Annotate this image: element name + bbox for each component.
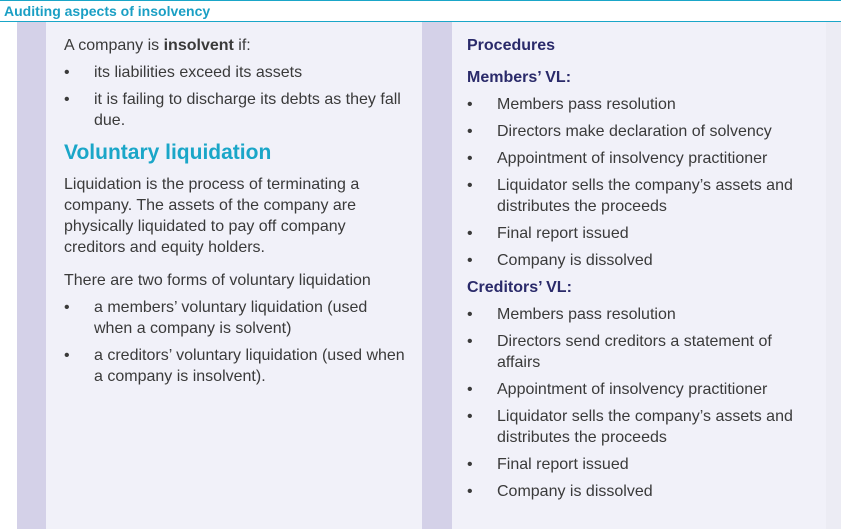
members-vl-list — [467, 94, 817, 271]
bullet-icon: • — [467, 150, 473, 167]
list-item-text: Members pass resolution — [497, 96, 676, 113]
liquidation-paragraph: Liquidation is the process of terminating a company. The assets of the company are physically liquidated to pay off company creditors and equity holders. — [64, 176, 360, 256]
list-item-text: Company is dissolved — [497, 252, 653, 269]
list-item-text: it is failing to discharge its debts as they fall due. — [94, 91, 401, 129]
list-item — [467, 148, 817, 169]
list-item — [467, 454, 817, 475]
bullet-icon: • — [467, 306, 473, 323]
bullet-icon: • — [467, 123, 473, 140]
list-item — [64, 297, 409, 339]
list-item-text: Final report issued — [497, 225, 629, 242]
list-item — [467, 175, 817, 217]
insolvency-criteria-list — [64, 62, 409, 131]
list-item — [467, 481, 817, 502]
list-item — [64, 89, 409, 131]
bullet-icon: • — [64, 347, 70, 364]
bullet-icon: • — [467, 408, 473, 425]
list-item — [467, 406, 817, 448]
list-item-text: Directors make declaration of solvency — [497, 123, 772, 140]
list-item — [64, 345, 409, 387]
left-margin-band — [17, 22, 46, 529]
right-column — [467, 35, 817, 508]
bullet-icon: • — [64, 299, 70, 316]
bullet-icon: • — [467, 483, 473, 500]
intro-prefix: A company is — [64, 37, 164, 54]
list-item-text: Members pass resolution — [497, 306, 676, 323]
left-column — [64, 35, 409, 393]
bullet-icon: • — [467, 96, 473, 113]
bullet-icon: • — [467, 225, 473, 242]
list-item-text: its liabilities exceed its assets — [94, 64, 303, 81]
list-item — [467, 379, 817, 400]
header-bar — [0, 0, 841, 22]
creditors-vl-title: Creditors’ VL: — [467, 279, 572, 296]
section-title: Voluntary liquidation — [64, 141, 272, 164]
intro-suffix: if: — [233, 37, 251, 54]
bullet-icon: • — [467, 177, 473, 194]
bullet-icon: • — [64, 64, 70, 81]
list-item — [467, 250, 817, 271]
creditors-vl-list — [467, 304, 817, 502]
bullet-icon: • — [64, 91, 70, 108]
list-item — [64, 62, 409, 83]
list-item — [467, 304, 817, 325]
bullet-icon: • — [467, 381, 473, 398]
center-divider-band — [422, 22, 452, 529]
procedures-title: Procedures — [467, 37, 556, 54]
list-item — [467, 121, 817, 142]
forms-list — [64, 297, 409, 387]
list-item — [467, 94, 817, 115]
page-title: Auditing aspects of insolvency — [4, 3, 211, 19]
list-item-text: Liquidator sells the company’s assets and distributes the proceeds — [497, 408, 793, 446]
list-item-text: a creditors’ voluntary liquidation (used when a company is insolvent). — [94, 347, 405, 385]
list-item-text: Appointment of insolvency practitioner — [497, 381, 768, 398]
list-item-text: Liquidator sells the company’s assets and distributes the proceeds — [497, 177, 793, 215]
list-item — [467, 223, 817, 244]
right-margin-band — [826, 22, 841, 529]
bullet-icon: • — [467, 456, 473, 473]
intro-bold: insolvent — [163, 37, 234, 54]
insolvency-intro — [64, 35, 409, 56]
list-item — [467, 331, 817, 373]
list-item-text: Appointment of insolvency practitioner — [497, 150, 768, 167]
forms-title: There are two forms of voluntary liquidation — [64, 272, 371, 289]
bullet-icon: • — [467, 252, 473, 269]
list-item-text: a members’ voluntary liquidation (used when a company is solvent) — [94, 299, 368, 337]
list-item-text: Directors send creditors a statement of affairs — [497, 333, 772, 371]
list-item-text: Company is dissolved — [497, 483, 653, 500]
members-vl-title: Members’ VL: — [467, 69, 572, 86]
list-item-text: Final report issued — [497, 456, 629, 473]
bullet-icon: • — [467, 333, 473, 350]
